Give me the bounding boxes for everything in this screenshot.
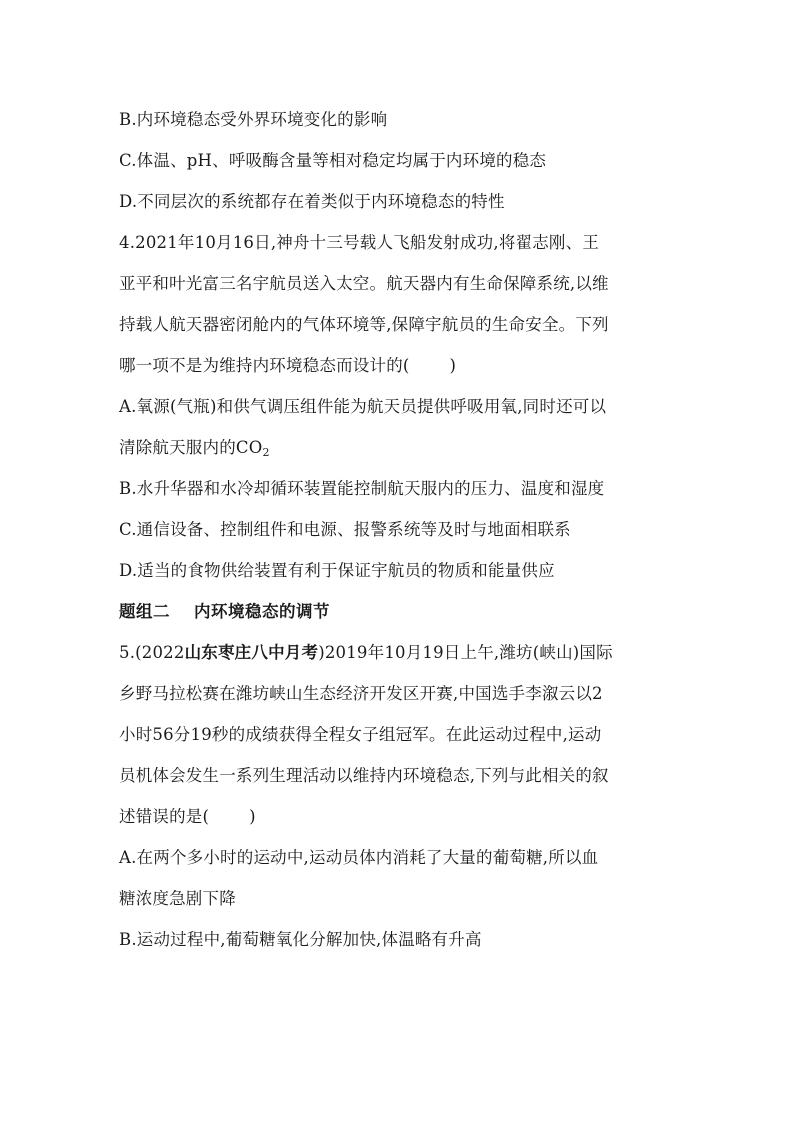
- q5-stem-line-3: 小时56分19秒的成绩获得全程女子组冠军。在此运动过程中,运动: [119, 725, 602, 744]
- q4-stem-line-3: 持载人航天器密闭舱内的气体环境等,保障宇航员的生命安全。下列: [119, 315, 609, 334]
- co2-subscript: 2: [262, 446, 270, 459]
- section-label: 题组二: [119, 602, 170, 621]
- q3-option-d: D.不同层次的系统都存在着类似于内环境稳态的特性: [119, 192, 505, 211]
- q4-option-d: D.适当的食物供给装置有利于保证宇航员的物质和能量供应: [119, 561, 555, 580]
- q4-stem-line-1: 4.2021年10月16日,神舟十三号载人飞船发射成功,将翟志刚、王: [119, 233, 600, 252]
- q4-stem-close: ): [449, 356, 457, 375]
- q4-option-b: B.水升华器和水冷却循环装置能控制航天服内的压力、温度和湿度: [119, 479, 605, 498]
- q5-stem-line-2: 乡野马拉松赛在潍坊峡山生态经济开发区开赛,中国选手李溆云以2: [119, 684, 603, 703]
- q5-stem-text: )2019年10月19日上午,潍坊(峡山)国际: [318, 643, 613, 662]
- q5-number: 5.(2022: [119, 643, 185, 662]
- section-title: 内环境稳态的调节: [194, 602, 330, 621]
- section-heading: [119, 591, 679, 632]
- q5-stem-line-1: [119, 632, 679, 673]
- q5-stem-text-end: 述错误的是(: [119, 807, 210, 826]
- q4-stem-line-4: [119, 345, 679, 386]
- q3-option-b: B.内环境稳态受外界环境变化的影响: [119, 110, 388, 129]
- q5-option-a-line-1: A.在两个多小时的运动中,运动员体内消耗了大量的葡萄糖,所以血: [119, 848, 599, 867]
- q4-stem-line-2: 亚平和叶光富三名宇航员送入太空。航天器内有生命保障系统,以维: [119, 274, 609, 293]
- q3-option-c: C.体温、pH、呼吸酶含量等相对稳定均属于内环境的稳态: [119, 151, 547, 170]
- q5-option-b: B.运动过程中,葡萄糖氧化分解加快,体温略有升高: [119, 930, 482, 949]
- q5-source: 山东枣庄八中月考: [184, 643, 319, 662]
- q5-stem-close: ): [249, 807, 256, 826]
- q4-option-a-line-2: [119, 427, 679, 468]
- q4-stem-text: 哪一项不是为维持内环境稳态而设计的(: [119, 356, 410, 375]
- q4-option-a-line-1: A.氧源(气瓶)和供气调压组件能为航天员提供呼吸用氧,同时还可以: [119, 397, 607, 416]
- q5-stem-line-4: 员机体会发生一系列生理活动以维持内环境稳态,下列与此相关的叙: [119, 766, 609, 785]
- q5-option-a-line-2: 糖浓度急剧下降: [119, 889, 236, 908]
- q4-option-a-text: 清除航天服内的CO: [119, 438, 263, 457]
- document-page: [119, 99, 679, 960]
- q5-stem-line-5: [119, 796, 679, 837]
- q4-option-c: C.通信设备、控制组件和电源、报警系统等及时与地面相联系: [119, 520, 571, 539]
